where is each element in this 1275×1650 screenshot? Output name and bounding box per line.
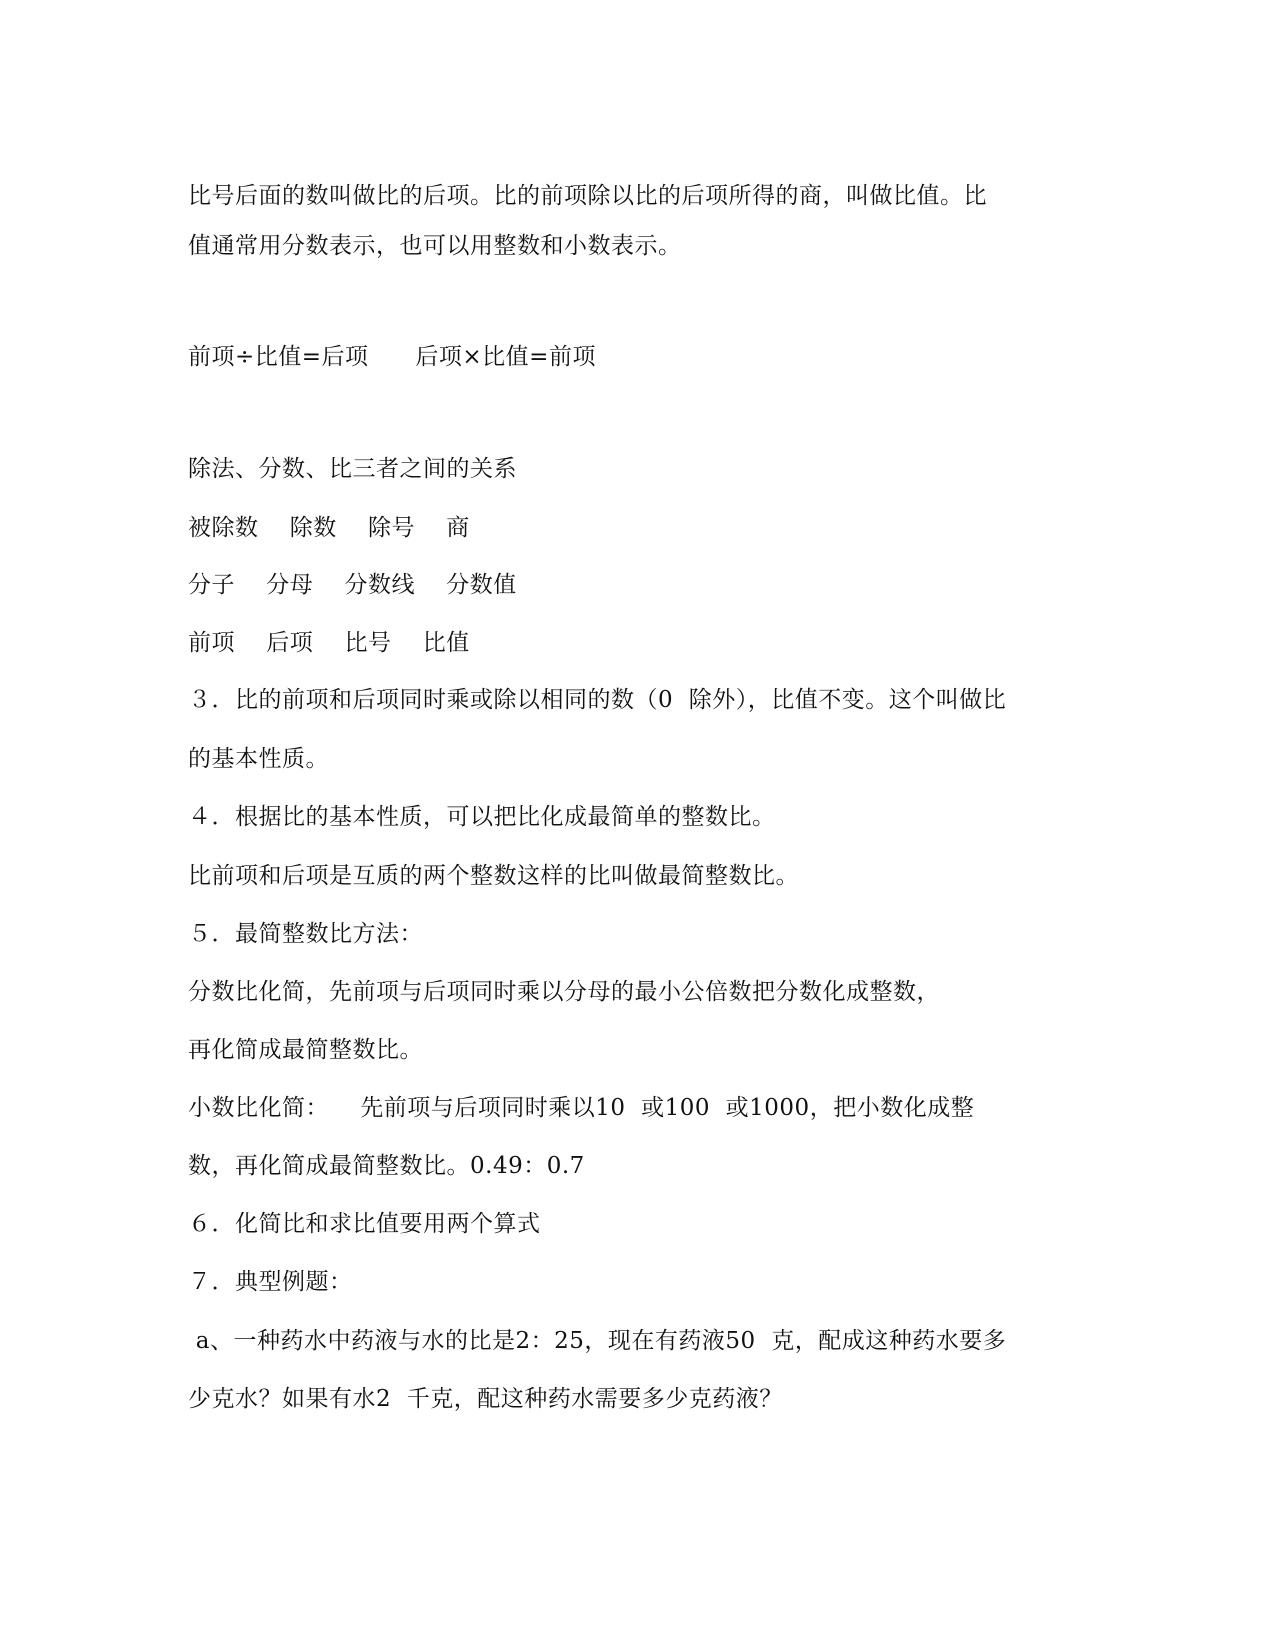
numbered-item: ４．根据比的基本性质，可以把比化成最简单的整数比。 [188, 804, 776, 830]
text-line: 分子 分母 分数线 分数值 [188, 572, 517, 598]
text-line: 的基本性质。 [188, 746, 329, 772]
numbered-item: ３．比的前项和后项同时乘或除以相同的数（0 除外），比值不变。这个叫做比 [188, 687, 1007, 713]
numbered-item: ５．最简整数比方法： [188, 921, 423, 947]
text-line: 分数比化简，先前项与后项同时乘以分母的最小公倍数把分数化成整数， [188, 979, 940, 1005]
text-line: 比前项和后项是互质的两个整数这样的比叫做最简整数比。 [188, 863, 799, 889]
text-line: 再化简成最简整数比。 [188, 1037, 423, 1063]
example-text: a、一种药水中药液与水的比是2：25，现在有药液50 克，配成这种药水要多 [188, 1328, 1007, 1354]
formula-line: 前项÷比值=后项 后项×比值=前项 [188, 344, 596, 370]
section-heading: 除法、分数、比三者之间的关系 [188, 456, 517, 482]
text-line: 前项 后项 比号 比值 [188, 630, 470, 656]
text-line: 小数比化简： 先前项与后项同时乘以10 或100 或1000，把小数化成整 [188, 1095, 975, 1121]
text-line: 比号后面的数叫做比的后项。比的前项除以比的后项所得的商，叫做比值。比 [188, 183, 987, 209]
text-line: 被除数 除数 除号 商 [188, 515, 470, 541]
text-line: 数，再化简成最简整数比。0.49：0.7 [188, 1153, 585, 1179]
example-text: 少克水？如果有水2 千克，配这种药水需要多少克药液？ [188, 1386, 783, 1412]
text-line: 值通常用分数表示，也可以用整数和小数表示。 [188, 233, 682, 259]
numbered-item: ７．典型例题： [188, 1269, 353, 1295]
numbered-item: ６．化简比和求比值要用两个算式 [188, 1211, 541, 1237]
